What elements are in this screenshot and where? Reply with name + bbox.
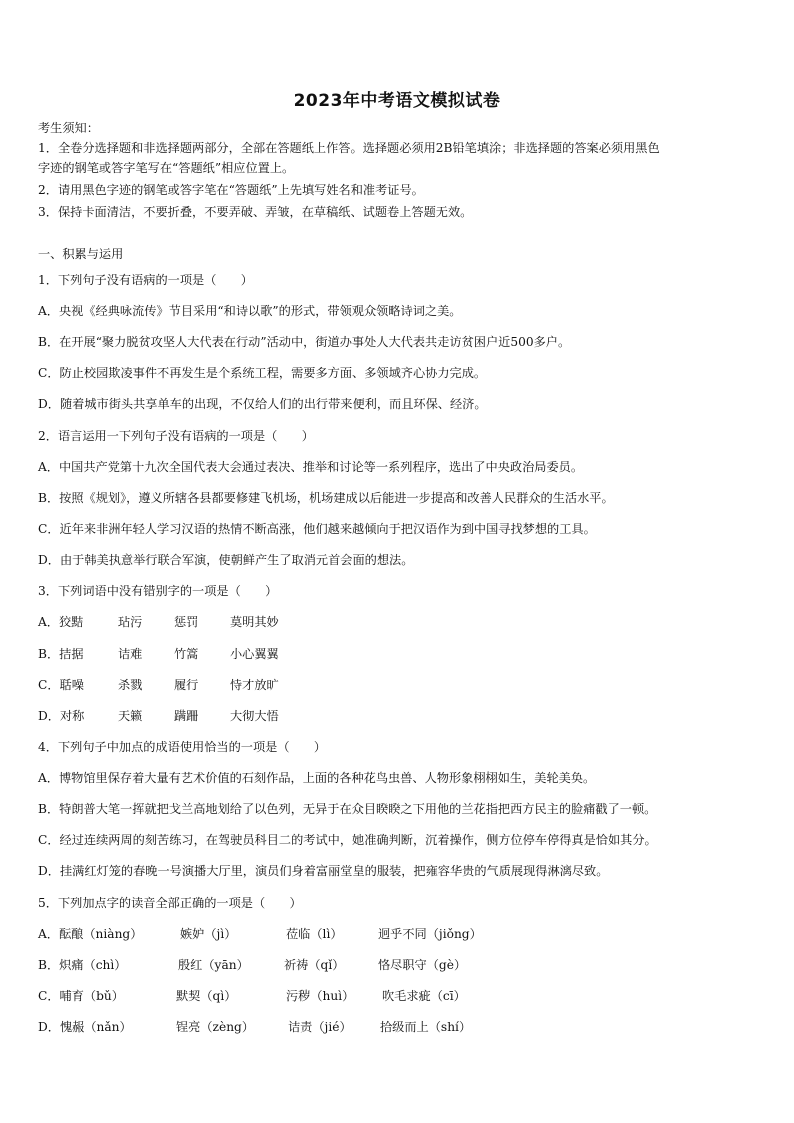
q3-b-word-2: 诘难 bbox=[118, 647, 143, 661]
q5-a-item-3: 莅临（lì） bbox=[286, 927, 343, 941]
q2-option-c: C．近年来非洲年轻人学习汉语的热情不断高涨，他们越来越倾向于把汉语作为到中国寻找梦想的工具。 bbox=[38, 522, 596, 536]
notice-item-3: 3．保持卡面清洁，不要折叠，不要弄破、弄皱，在草稿纸、试题卷上答题无效。 bbox=[38, 205, 473, 219]
q5-d-item-2: 锃亮（zèng） bbox=[176, 1020, 255, 1034]
q3-a-word-1: A．狡黠 bbox=[38, 615, 84, 629]
q5-b-item-4: 恪尽职守（gè） bbox=[378, 958, 467, 972]
q5-c-item-4: 吹毛求疵（cī） bbox=[382, 989, 466, 1003]
q3-b-word-4: 小心翼翼 bbox=[230, 647, 279, 661]
notice-item-2: 2．请用黑色字迹的钢笔或答字笔在“答题纸”上先填写姓名和准考证号。 bbox=[38, 183, 424, 197]
q3-c-word-1: C．聒噪 bbox=[38, 678, 84, 692]
q5-a-item-2: 嫉妒（jì） bbox=[180, 927, 237, 941]
q3-a-word-3: 惩罚 bbox=[174, 615, 199, 629]
q1-option-c: C．防止校园欺凌事件不再发生是个系统工程，需要多方面、多领域齐心协力完成。 bbox=[38, 366, 487, 380]
q4-option-d: D．挂满红灯笼的春晚一号演播大厅里，演员们身着富丽堂皇的服装，把雍容华贵的气质展现得淋漓尽致。 bbox=[38, 864, 609, 878]
notice-item-1-cont: 字迹的钢笔或答字笔写在“答题纸”相应位置上。 bbox=[38, 161, 295, 175]
q1-option-d: D．随着城市街头共享单车的出现，不仅给人们的出行带来便利，而且环保、经济。 bbox=[38, 397, 487, 411]
q5-a-item-4: 迥乎不同（jiǒng） bbox=[378, 927, 482, 941]
q5-d-item-1: D．愧赧（nǎn） bbox=[38, 1020, 132, 1034]
q3-c-word-3: 履行 bbox=[174, 678, 199, 692]
notice-heading: 考生须知： bbox=[38, 121, 99, 135]
q5-d-item-3: 诘责（jié） bbox=[288, 1020, 352, 1034]
q5-b-item-2: 殷红（yān） bbox=[178, 958, 249, 972]
q4-option-a: A．博物馆里保存着大量有艺术价值的石刻作品，上面的各种花鸟虫兽、人物形象栩栩如生，美轮美奂。 bbox=[38, 771, 596, 785]
notice-item-1: 1．全卷分选择题和非选择题两部分，全部在答题纸上作答。选择题必须用2B铅笔填涂；非选择题的答案必须用黑色 bbox=[38, 141, 660, 155]
q3-c-word-2: 杀戮 bbox=[118, 678, 143, 692]
q5-stem: 5．下列加点字的读音全部正确的一项是（ ） bbox=[38, 896, 302, 910]
q3-stem: 3．下列词语中没有错别字的一项是（ ） bbox=[38, 584, 278, 598]
q4-option-b: B．特朗普大笔一挥就把戈兰高地划给了以色列，无异于在众目睽睽之下用他的兰花指把西方民主的脸痛戳了一顿。 bbox=[38, 802, 657, 816]
q3-b-word-1: B．拮据 bbox=[38, 647, 84, 661]
q3-d-word-1: D．对称 bbox=[38, 709, 85, 723]
q5-d-item-4: 拾级而上（shí） bbox=[380, 1020, 472, 1034]
q5-a-item-1: A．酝酿（niàng） bbox=[38, 927, 143, 941]
q3-c-word-4: 恃才放旷 bbox=[230, 678, 279, 692]
q1-option-a: A．央视《经典咏流传》节目采用“和诗以歌”的形式，带领观众领略诗词之美。 bbox=[38, 304, 462, 318]
q1-stem: 1．下列句子没有语病的一项是（ ） bbox=[38, 273, 253, 287]
q2-stem: 2．语言运用一下列句子没有语病的一项是（ ） bbox=[38, 429, 314, 443]
q2-option-a: A．中国共产党第十九次全国代表大会通过表决、推举和讨论等一系列程序，选出了中央政治局委员。 bbox=[38, 460, 584, 474]
q5-c-item-1: C．哺育（bǔ） bbox=[38, 989, 124, 1003]
q2-option-d: D．由于韩美执意举行联合军演，使朝鲜产生了取消元首会面的想法。 bbox=[38, 553, 414, 567]
q4-option-c: C．经过连续两周的刻苦练习，在驾驶员科目二的考试中，她准确判断，沉着操作，侧方位停车停得真是恰如其分。 bbox=[38, 833, 657, 847]
q3-b-word-3: 竹篙 bbox=[174, 647, 199, 661]
q5-b-item-3: 祈祷（qǐ） bbox=[284, 958, 345, 972]
q3-a-word-2: 玷污 bbox=[118, 615, 143, 629]
section-heading: 一、积累与运用 bbox=[38, 247, 124, 261]
q3-d-word-3: 蹒跚 bbox=[174, 709, 199, 723]
q5-c-item-2: 默契（qì） bbox=[176, 989, 237, 1003]
q3-a-word-4: 莫明其妙 bbox=[230, 615, 279, 629]
q3-d-word-2: 天籁 bbox=[118, 709, 143, 723]
q4-stem: 4．下列句子中加点的成语使用恰当的一项是（ ） bbox=[38, 740, 327, 754]
exam-title: 2023年中考语文模拟试卷 bbox=[293, 91, 501, 111]
q5-c-item-3: 污秽（huì） bbox=[286, 989, 355, 1003]
q3-d-word-4: 大彻大悟 bbox=[230, 709, 279, 723]
q2-option-b: B．按照《规划》，遵义所辖各县都要修建飞机场，机场建成以后能进一步提高和改善人民群众的生活水平。 bbox=[38, 491, 614, 505]
q1-option-b: B．在开展“聚力脱贫攻坚人大代表在行动”活动中，街道办事处人大代表共走访贫困户近500多户。 bbox=[38, 335, 571, 349]
q5-b-item-1: B．炽痛（chì） bbox=[38, 958, 127, 972]
